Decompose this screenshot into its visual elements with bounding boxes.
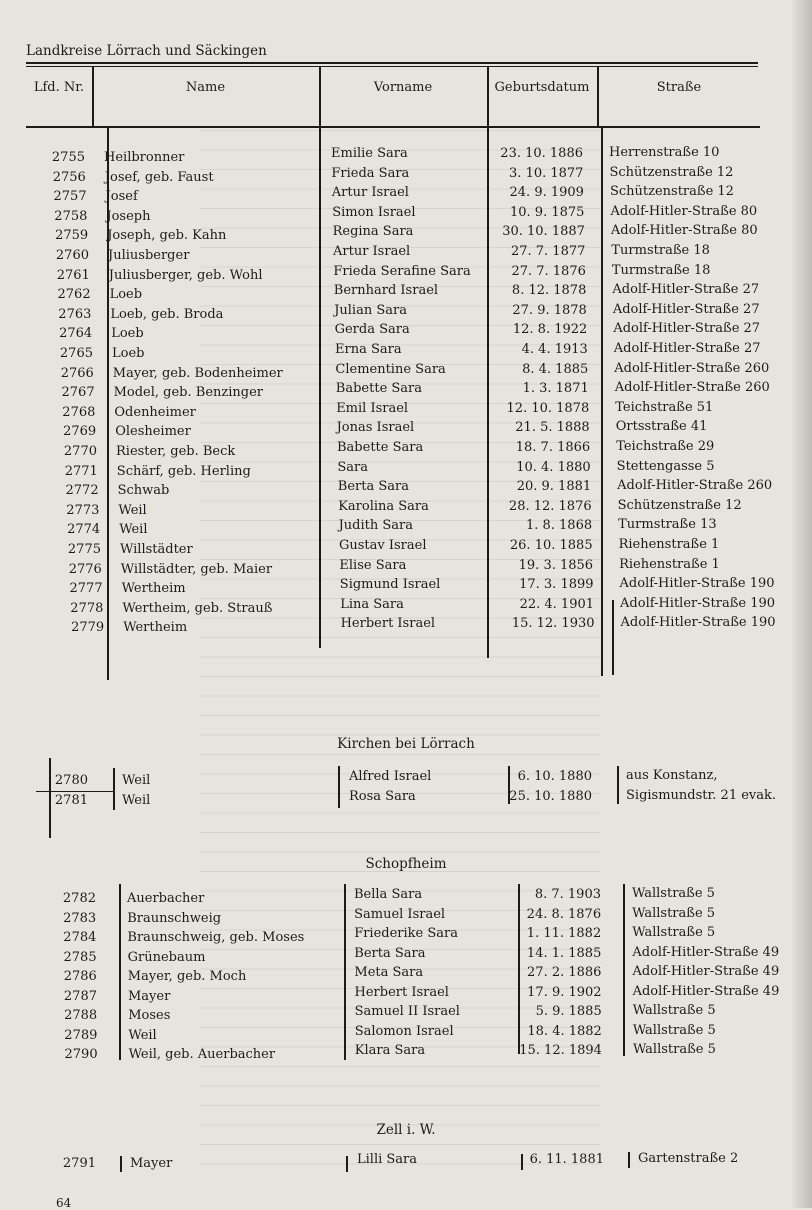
row-vorname: Herbert Israel [354,984,449,1000]
row-vorname: Regina Sara [332,224,414,240]
row-number: 2763 [58,306,92,322]
row-number: 2776 [68,561,102,577]
row-strasse: Wallstraße 5 [632,1003,716,1018]
column-header-strasse: Straße [656,80,702,95]
row-number: 2755 [51,150,85,165]
row-number: 2788 [64,1008,98,1023]
row-geburtsdatum: 10. 4. 1880 [516,459,591,475]
row-name: Weil [119,522,148,538]
row-number: 2783 [63,910,97,926]
row-strasse: Turmstraße 18 [611,262,711,278]
row-name: Willstädter [120,542,193,557]
row-vorname: Simon Israel [332,204,416,220]
row-name: Heilbronner [104,150,185,165]
row-vorname: Bernhard Israel [333,283,439,299]
row-name: Willstädter, geb. Maier [120,561,273,577]
row-vorname: Bella Sara [354,887,423,902]
row-strasse: Adolf-Hitler-Straße 80 [610,203,758,219]
row-geburtsdatum: 15. 12. 1930 [511,616,595,632]
row-strasse: Adolf-Hitler-Straße 27 [613,341,761,356]
row-vorname: Friederike Sara [354,926,458,941]
row-vorname: Klara Sara [354,1043,426,1058]
row-strasse: Schützenstraße 12 [609,184,734,200]
row-geburtsdatum: 24. 8. 1876 [526,906,602,922]
row-number: 2759 [55,228,89,244]
row-vorname: Herbert Israel [340,616,436,632]
row-strasse: Adolf-Hitler-Straße 27 [612,301,760,317]
header-top-rule-thin [26,66,758,67]
row-name: Juliusberger [108,248,190,263]
row-name: Riester, geb. Beck [116,444,236,459]
column-header-nr: Lfd. Nr. [33,80,85,95]
row-geburtsdatum: 8. 12. 1878 [511,283,587,299]
zell-rule-strasse [628,1152,630,1168]
header-bottom-rule [26,126,760,128]
row-strasse: Adolf-Hitler-Straße 190 [620,615,776,631]
row-geburtsdatum: 19. 3. 1856 [518,557,594,573]
row-geburtsdatum: 6. 11. 1881 [529,1152,604,1167]
row-name: Loeb [111,326,144,342]
row-geburtsdatum: 12. 8. 1922 [512,322,588,338]
row-vorname: Karolina Sara [338,498,429,514]
row-number: 2791 [62,1156,96,1171]
row-vorname: Babette Sara [335,381,423,397]
row-geburtsdatum: 18. 4. 1882 [527,1023,602,1039]
row-geburtsdatum: 8. 7. 1903 [534,887,601,902]
row-strasse: Wallstraße 5 [632,905,716,921]
row-strasse: Wallstraße 5 [632,925,716,940]
row-geburtsdatum: 10. 9. 1875 [510,204,585,220]
row-name: Wertheim [121,581,186,597]
row-geburtsdatum: 1. 11. 1882 [526,926,602,941]
row-strasse: Sigismundstr. 21 evak. [626,788,777,803]
row-vorname: Emilie Sara [331,146,408,161]
section-title-zell: Zell i. W. [376,1122,436,1138]
kirchen-rule-vorname [338,766,340,808]
row-geburtsdatum: 23. 10. 1886 [500,146,583,161]
row-geburtsdatum: 5. 9. 1885 [535,1004,602,1019]
row-geburtsdatum: 27. 7. 1877 [510,244,586,259]
row-name: Wertheim [123,620,188,636]
row-vorname: Alfred Israel [349,769,432,784]
row-number: 2770 [63,444,97,459]
row-vorname: Judith Sara [338,518,414,534]
row-strasse: Turmstraße 18 [611,243,710,258]
page-edge-shadow [790,0,812,1208]
row-name: Loeb [109,287,143,303]
row-geburtsdatum: 15. 12. 1894 [519,1043,602,1058]
row-name: Mayer [128,988,171,1004]
kirchen-crossline [36,791,114,792]
row-geburtsdatum: 14. 1. 1885 [526,945,602,961]
row-name: Mayer, geb. Moch [127,969,247,984]
row-number: 2789 [64,1027,98,1043]
row-geburtsdatum: 17. 3. 1899 [519,577,594,593]
column-header-vorname: Vorname [373,80,433,95]
header-divider-3 [487,66,489,128]
column-rule-vorname [319,128,321,648]
schopfheim-rule-vorname [344,884,346,1060]
row-name: Grünebaum [127,949,206,965]
row-name: Weil [122,793,151,808]
row-number: 2781 [54,793,88,808]
row-vorname: Jonas Israel [336,420,415,436]
row-strasse: Adolf-Hitler-Straße 260 [614,380,770,396]
row-strasse: Stettengasse 5 [616,458,715,474]
zell-rule-name [120,1156,122,1172]
row-name: Weil [122,773,151,788]
row-strasse: aus Konstanz, [626,768,718,783]
row-vorname: Clementine Sara [335,361,446,377]
row-strasse: Gartenstraße 2 [638,1151,739,1166]
row-strasse: Adolf-Hitler-Straße 27 [613,321,761,337]
row-name: Joseph, geb. Kahn [107,228,227,244]
row-number: 2757 [53,189,87,205]
row-number: 2768 [62,404,96,420]
column-rule-strasse [601,128,603,676]
row-name: Weil [128,1027,157,1043]
row-geburtsdatum: 6. 10. 1880 [517,769,592,784]
row-geburtsdatum: 22. 4. 1901 [519,596,595,612]
section-title-schopfheim: Schopfheim [365,856,447,872]
row-strasse: Teichstraße 51 [615,399,714,415]
row-vorname: Babette Sara [337,440,424,455]
row-vorname: Artur Israel [333,244,411,259]
row-name: Mayer [130,1156,173,1171]
row-strasse: Wallstraße 5 [632,1022,716,1038]
row-name: Josef [105,189,138,205]
row-strasse: Adolf-Hitler-Straße 80 [610,223,758,239]
header-top-rule [26,62,758,64]
row-strasse: Adolf-Hitler-Straße 260 [614,360,770,376]
column-header-name: Name [185,80,226,95]
row-number: 2773 [66,502,100,518]
row-number: 2766 [60,365,94,381]
row-name: Juliusberger, geb. Wohl [108,267,263,283]
row-geburtsdatum: 24. 9. 1909 [509,185,584,201]
row-name: Braunschweig [127,910,222,926]
row-geburtsdatum: 18. 7. 1866 [515,440,591,455]
schopfheim-rule-name [119,884,121,1060]
row-number: 2780 [54,773,88,788]
row-number: 2779 [71,620,105,636]
row-number: 2790 [64,1047,98,1062]
row-number: 2775 [67,542,101,557]
row-geburtsdatum: 12. 10. 1878 [506,400,590,416]
row-number: 2777 [69,581,103,597]
row-vorname: Gerda Sara [334,322,410,338]
row-name: Loeb, geb. Broda [110,306,224,322]
row-geburtsdatum: 28. 12. 1876 [508,498,592,514]
row-strasse: Schützenstraße 12 [609,164,734,180]
row-geburtsdatum: 21. 5. 1888 [515,420,590,436]
row-geburtsdatum: 20. 9. 1881 [516,479,592,495]
header-divider-1 [92,66,94,128]
zell-rule-vorname [346,1156,348,1172]
row-vorname: Erna Sara [335,342,402,357]
page-header-title: Landkreise Lörrach und Säckingen [26,43,267,59]
row-strasse: Adolf-Hitler-Straße 27 [612,282,760,298]
row-strasse: Adolf-Hitler-Straße 49 [632,983,780,999]
row-name: Wertheim, geb. Strauß [122,600,273,616]
row-strasse: Teichstraße 29 [616,439,715,454]
row-strasse: Riehenstraße 1 [618,537,720,552]
row-strasse: Riehenstraße 1 [619,556,720,572]
row-number: 2771 [64,463,98,479]
row-geburtsdatum: 25. 10. 1880 [509,789,592,804]
row-number: 2784 [63,930,97,945]
row-number: 2764 [59,326,93,342]
row-strasse: Schützenstraße 12 [617,497,742,513]
row-strasse: Ortsstraße 41 [615,419,708,435]
row-geburtsdatum: 1. 3. 1871 [522,381,589,397]
row-number: 2785 [63,949,97,965]
row-vorname: Sigmund Israel [339,577,441,593]
row-name: Loeb [112,346,145,361]
header-divider-4 [597,66,599,128]
row-vorname: Lina Sara [340,596,404,612]
row-number: 2778 [70,600,104,616]
row-vorname: Gustav Israel [339,538,427,553]
row-vorname: Berta Sara [354,945,426,961]
row-number: 2774 [67,522,101,538]
row-name: Weil, geb. Auerbacher [128,1047,276,1062]
row-vorname: Frieda Serafine Sara [333,263,471,279]
column-header-geburtsdatum: Geburtsdatum [494,80,590,95]
row-strasse: Adolf-Hitler-Straße 49 [632,944,780,960]
row-vorname: Frieda Sara [331,165,410,181]
row-strasse: Herrenstraße 10 [609,145,720,160]
row-geburtsdatum: 17. 9. 1902 [527,984,602,1000]
row-number: 2760 [55,248,89,263]
row-name: Braunschweig, geb. Moses [127,930,305,945]
row-number: 2761 [56,267,90,283]
row-strasse: Wallstraße 5 [632,1042,716,1057]
row-vorname: Salomon Israel [354,1023,454,1039]
row-name: Auerbacher [127,891,205,906]
row-geburtsdatum: 27. 2. 1886 [527,965,602,980]
kirchen-rule-name [113,768,115,810]
header-divider-2 [319,66,321,128]
row-geburtsdatum: 1. 8. 1868 [525,518,593,534]
row-strasse: Adolf-Hitler-Straße 49 [632,964,780,979]
row-number: 2782 [62,891,96,906]
row-number: 2772 [65,483,99,499]
row-vorname: Elise Sara [339,557,407,573]
row-vorname: Meta Sara [354,965,424,980]
row-number: 2786 [63,969,97,984]
row-number: 2769 [63,424,97,440]
row-strasse: Adolf-Hitler-Straße 190 [619,576,775,592]
row-geburtsdatum: 30. 10. 1887 [502,224,585,240]
schopfheim-rule-strasse [623,884,625,1056]
row-vorname: Berta Sara [337,479,409,495]
row-strasse: Turmstraße 13 [618,517,717,533]
row-geburtsdatum: 3. 10. 1877 [509,165,584,181]
row-geburtsdatum: 4. 4. 1913 [521,342,588,357]
row-name: Mayer, geb. Bodenheimer [112,365,283,381]
row-name: Josef, geb. Faust [104,169,214,185]
row-number: 2765 [59,346,93,361]
kirchen-rule-strasse [617,766,619,804]
row-name: Joseph [106,208,151,224]
page-number: 64 [56,1196,72,1210]
row-number: 2756 [52,169,86,185]
row-strasse: Wallstraße 5 [632,886,715,901]
row-number: 2758 [54,208,88,224]
row-number: 2787 [63,988,97,1004]
section-title-kirchen: Kirchen bei Lörrach [337,736,475,752]
row-name: Moses [128,1008,171,1023]
row-strasse: Adolf-Hitler-Straße 260 [617,478,773,494]
row-number: 2767 [61,385,95,401]
row-vorname: Rosa Sara [349,789,416,804]
row-geburtsdatum: 26. 10. 1885 [509,538,593,553]
row-vorname: Samuel II Israel [354,1004,460,1019]
column-rule-strasse-end [612,600,614,675]
row-vorname: Emil Israel [336,400,409,416]
row-vorname: Sara [337,459,369,475]
row-number: 2762 [57,287,91,303]
row-geburtsdatum: 27. 7. 1876 [511,263,586,279]
row-name: Olesheimer [115,424,191,440]
row-strasse: Adolf-Hitler-Straße 190 [620,595,776,611]
row-geburtsdatum: 27. 9. 1878 [512,302,587,318]
row-vorname: Samuel Israel [354,906,446,922]
row-vorname: Artur Israel [331,185,409,201]
row-name: Schärf, geb. Herling [116,463,251,479]
row-geburtsdatum: 8. 4. 1885 [522,361,589,377]
row-name: Weil [118,502,147,518]
row-name: Model, geb. Benzinger [113,385,263,401]
row-name: Odenheimer [114,404,196,420]
row-vorname: Julian Sara [334,302,407,318]
row-name: Schwab [117,483,170,499]
row-vorname: Lilli Sara [357,1152,418,1167]
